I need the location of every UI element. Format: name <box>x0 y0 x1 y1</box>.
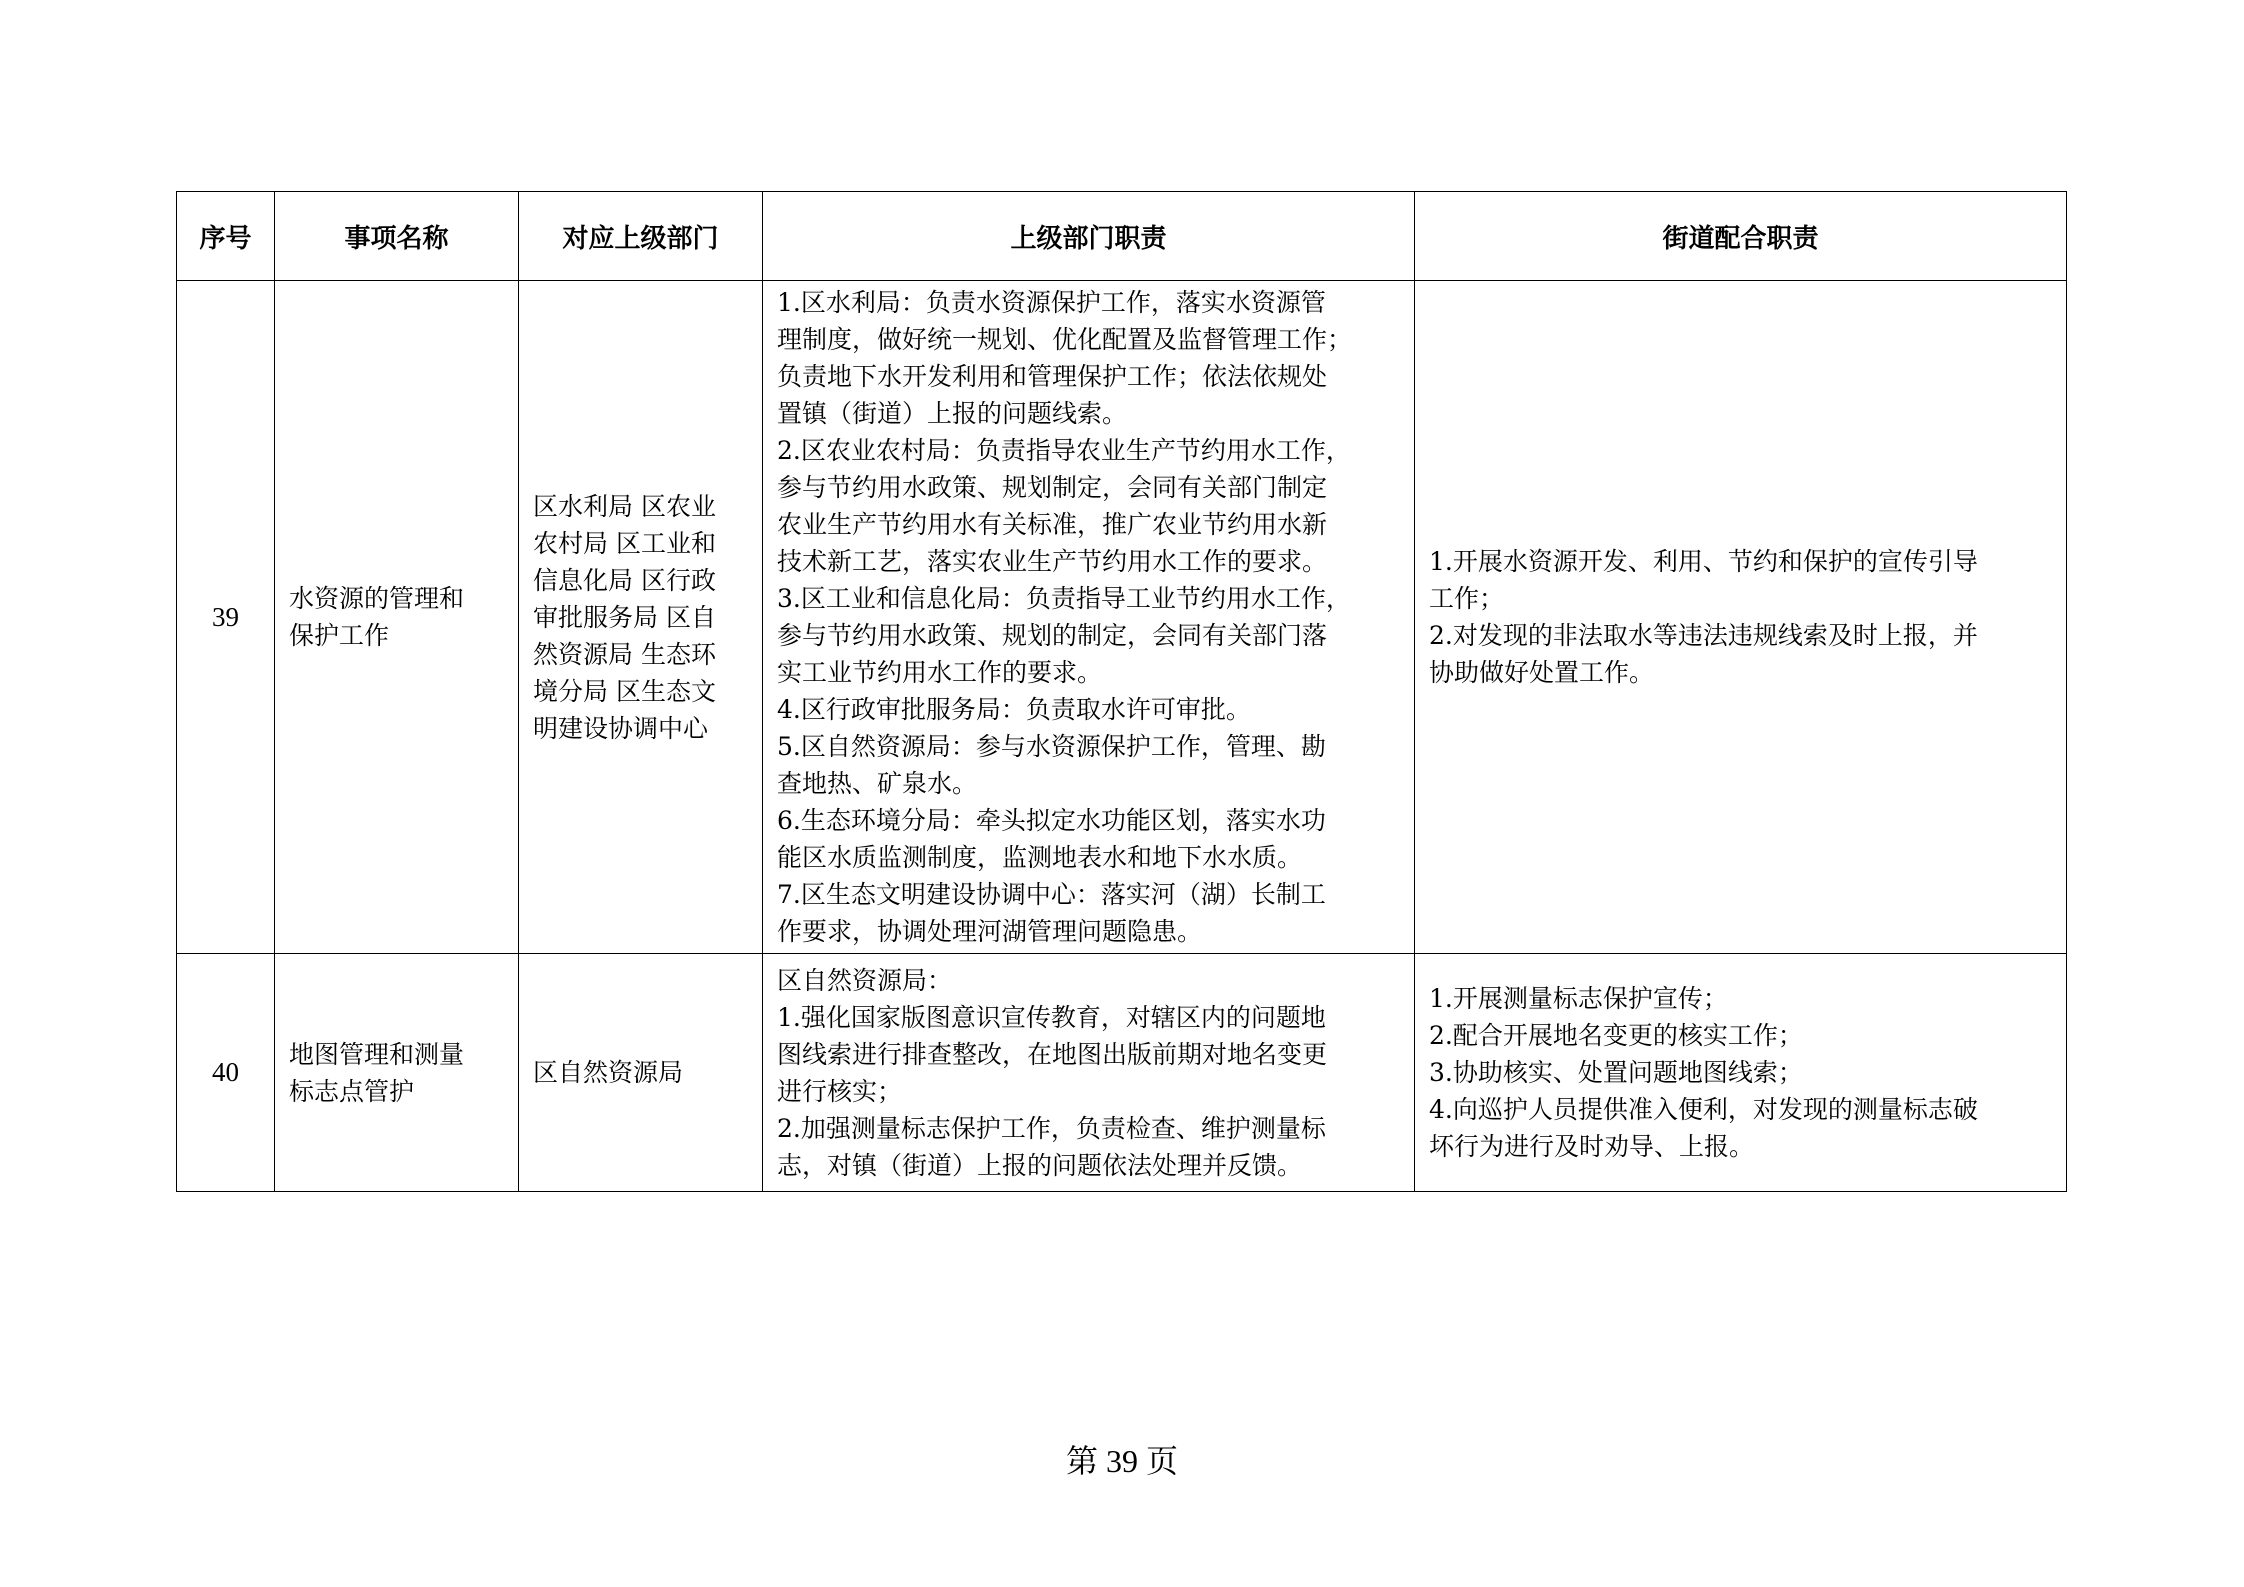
duty-line: 查地热、矿泉水。 <box>777 769 978 798</box>
duty-line: 参与节约用水政策、规划制定，会同有关部门制定 <box>777 473 1328 502</box>
cooperation-line: 4.向巡护人员提供准入便利，对发现的测量标志破 <box>1429 1095 1978 1124</box>
cooperation-cell <box>1415 281 2067 954</box>
row-number: 40 <box>177 954 275 1192</box>
duty-line: 志，对镇（街道）上报的问题依法处理并反馈。 <box>777 1150 1303 1180</box>
department-line: 区水利局 区农业 <box>533 491 716 521</box>
item-name-cell <box>275 954 519 1192</box>
department-line: 区自然资源局 <box>533 1058 684 1087</box>
duties-cell <box>763 281 1415 954</box>
cooperation-line: 坏行为进行及时劝导、上报。 <box>1429 1132 1755 1161</box>
duty-line: 进行核实； <box>777 1076 903 1106</box>
header-superior-department: 对应上级部门 <box>519 192 763 281</box>
duty-line: 能区水质监测制度，监测地表水和地下水水质。 <box>777 843 1303 872</box>
duty-line: 7.区生态文明建设协调中心：落实河（湖）长制工 <box>777 880 1326 909</box>
cooperation-line: 3.协助核实、处置问题地图线索； <box>1429 1058 1803 1087</box>
responsibility-table <box>176 191 2067 1192</box>
department-line: 农村局 区工业和 <box>533 528 716 558</box>
item-name-line: 保护工作 <box>289 621 390 650</box>
cooperation-line: 协助做好处置工作。 <box>1429 658 1655 687</box>
department-cell <box>519 281 763 954</box>
department-line: 然资源局 生态环 <box>533 639 716 669</box>
page-prefix: 第 <box>1065 1442 1098 1480</box>
duty-line: 2.区农业农村局：负责指导农业生产节约用水工作， <box>777 436 1351 465</box>
duty-line: 参与节约用水政策、规划的制定，会同有关部门落 <box>777 621 1328 650</box>
duty-line: 负责地下水开发利用和管理保护工作；依法依规处 <box>777 362 1328 391</box>
table-row <box>177 281 2067 954</box>
duty-line: 6.生态环境分局：牵头拟定水功能区划，落实水功 <box>777 806 1326 835</box>
header-street-cooperation: 街道配合职责 <box>1415 192 2067 281</box>
page-number: 39 <box>1106 1443 1138 1479</box>
duty-line: 图线索进行排查整改，在地图出版前期对地名变更 <box>777 1039 1328 1069</box>
table-row <box>177 954 2067 1192</box>
cooperation-cell <box>1415 954 2067 1192</box>
duty-line: 5.区自然资源局：参与水资源保护工作，管理、勘 <box>777 732 1326 761</box>
cooperation-line: 1.开展水资源开发、利用、节约和保护的宣传引导 <box>1429 547 1978 576</box>
row-number: 39 <box>177 281 275 954</box>
header-item-name: 事项名称 <box>275 192 519 281</box>
duty-line: 实工业节约用水工作的要求。 <box>777 658 1103 687</box>
cooperation-line: 2.配合开展地名变更的核实工作； <box>1429 1021 1803 1050</box>
duties-cell <box>763 954 1415 1192</box>
item-name-cell <box>275 281 519 954</box>
item-name-line: 标志点管护 <box>289 1076 415 1106</box>
duty-line: 3.区工业和信息化局：负责指导工业节约用水工作， <box>777 584 1351 613</box>
department-line: 信息化局 区行政 <box>533 565 716 595</box>
table-header-row <box>177 192 2067 281</box>
duty-line: 技术新工艺，落实农业生产节约用水工作的要求。 <box>777 547 1328 576</box>
cooperation-line: 1.开展测量标志保护宣传； <box>1429 984 1728 1013</box>
cooperation-line: 2.对发现的非法取水等违法违规线索及时上报，并 <box>1429 621 1978 650</box>
department-line: 境分局 区生态文 <box>533 676 716 706</box>
header-number: 序号 <box>177 192 275 281</box>
duty-line: 理制度，做好统一规划、优化配置及监督管理工作； <box>777 325 1353 354</box>
duty-line: 1.区水利局：负责水资源保护工作，落实水资源管 <box>777 288 1326 317</box>
duty-line: 农业生产节约用水有关标准，推广农业节约用水新 <box>777 510 1328 539</box>
header-superior-duties: 上级部门职责 <box>763 192 1415 281</box>
department-line: 明建设协调中心 <box>533 713 709 743</box>
cooperation-line: 工作； <box>1429 584 1505 613</box>
item-name-line: 水资源的管理和 <box>289 584 465 613</box>
page-suffix: 页 <box>1146 1442 1179 1480</box>
department-line: 审批服务局 区自 <box>533 602 716 632</box>
duty-line: 1.强化国家版图意识宣传教育，对辖区内的问题地 <box>777 1002 1326 1032</box>
duty-line: 2.加强测量标志保护工作，负责检查、维护测量标 <box>777 1113 1326 1143</box>
duty-line: 作要求，协调处理河湖管理问题隐患。 <box>777 917 1203 946</box>
item-name-line: 地图管理和测量 <box>289 1039 465 1069</box>
page-footer <box>0 1436 2244 1482</box>
department-cell <box>519 954 763 1192</box>
duty-line: 区自然资源局： <box>777 965 953 995</box>
duty-line: 4.区行政审批服务局：负责取水许可审批。 <box>777 695 1251 724</box>
duty-line: 置镇（街道）上报的问题线索。 <box>777 399 1128 428</box>
